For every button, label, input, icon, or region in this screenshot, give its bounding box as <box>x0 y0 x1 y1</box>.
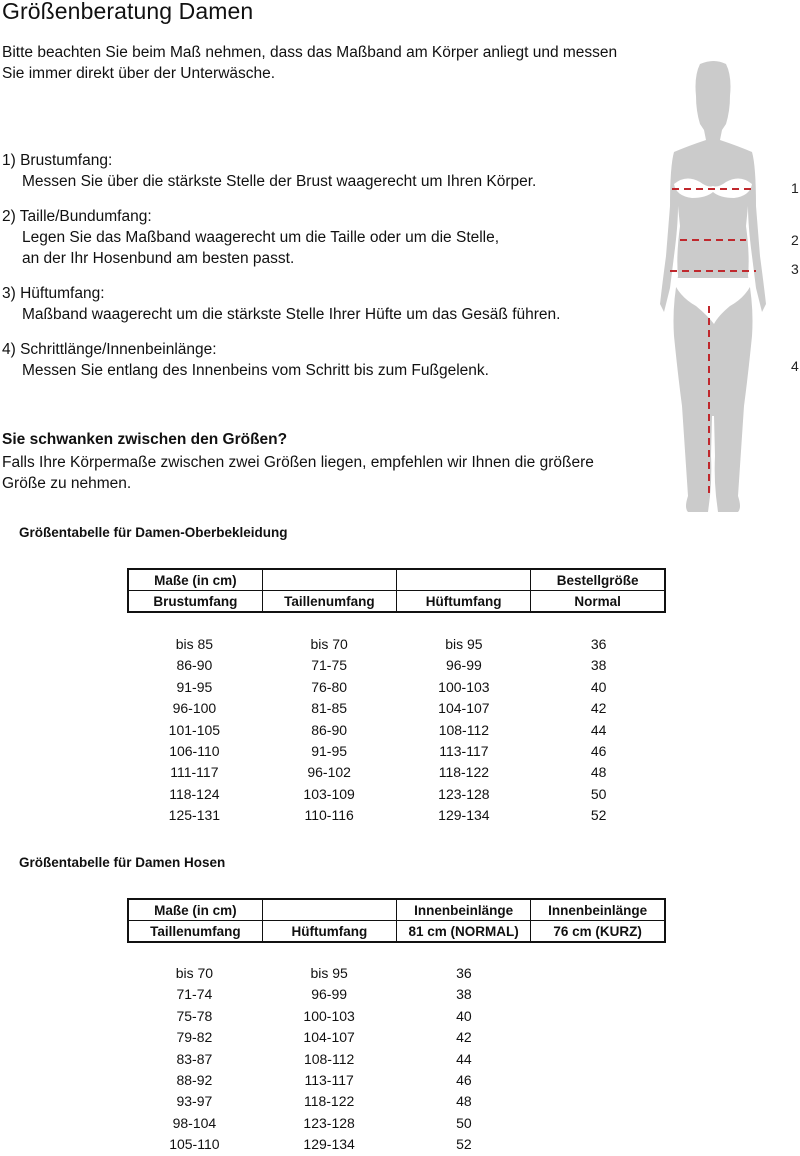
table-cell <box>531 1113 666 1134</box>
table-cell: 118-122 <box>438 764 490 781</box>
table-row <box>127 805 666 826</box>
header-cell <box>262 899 396 921</box>
marker-3: 3 <box>791 261 799 277</box>
table-cell: 108-112 <box>438 721 490 738</box>
doubt-heading: Sie schwanken zwischen den Größen? <box>2 431 288 448</box>
table-cell: bis 95 <box>310 965 348 981</box>
step-waist <box>2 206 642 269</box>
table-cell: 44 <box>590 721 607 738</box>
table-cell: 96-102 <box>307 764 351 781</box>
step-heading: 1) Brustumfang: <box>2 152 113 169</box>
table-cell: bis 85 <box>175 636 214 652</box>
table-cell: 91-95 <box>176 678 213 695</box>
table-row <box>127 677 666 698</box>
table-cell: 52 <box>590 807 607 824</box>
body-measurement-figure <box>648 56 778 524</box>
table-cell: 123-128 <box>303 1114 355 1131</box>
table-row <box>127 1091 666 1112</box>
table-cell <box>531 1091 666 1112</box>
header-row <box>128 899 665 921</box>
table-cell: 40 <box>456 1007 472 1024</box>
step-heading: 4) Schrittlänge/Innenbeinlänge: <box>2 341 217 358</box>
table-row <box>127 634 666 655</box>
table-cell: 36 <box>590 636 607 652</box>
table-row <box>127 762 666 783</box>
table-cell: 100-103 <box>303 1007 355 1024</box>
header-row <box>128 921 665 943</box>
table-row <box>127 1070 666 1091</box>
step-text: an der Ihr Hosenbund am besten passt. <box>22 250 295 267</box>
table-cell: 106-110 <box>169 742 220 759</box>
table-cell: 50 <box>590 785 607 802</box>
table-row <box>127 1134 666 1155</box>
table-cell: 52 <box>456 1136 472 1153</box>
table-cell: bis 70 <box>175 965 214 981</box>
doubt-text: Falls Ihre Körpermaße zwischen zwei Größen liegen, empfehlen wir Ihnen die größere Größe zu nehmen. <box>2 454 594 492</box>
table-cell: 129-134 <box>303 1136 355 1153</box>
table-cell: 86-90 <box>311 721 348 738</box>
table-row <box>127 963 666 984</box>
table-cell: 129-134 <box>438 807 490 824</box>
table-row <box>127 1027 666 1048</box>
table-row <box>127 984 666 1005</box>
table-row <box>127 1006 666 1027</box>
table-cell: bis 70 <box>310 636 348 652</box>
marker-2: 2 <box>791 232 799 248</box>
table-cell: 105-110 <box>169 1136 220 1153</box>
pants-table-header <box>127 898 666 943</box>
table-cell: 103-109 <box>303 785 355 802</box>
table-row <box>127 655 666 676</box>
table-cell: 46 <box>590 742 607 759</box>
header-cell: Normal <box>531 591 665 613</box>
table-cell <box>531 963 666 984</box>
header-cell: Hüftumfang <box>262 921 396 943</box>
table-cell: 48 <box>456 1093 472 1110</box>
pants-table-title: Größentabelle für Damen Hosen <box>19 855 226 870</box>
table-row <box>127 741 666 762</box>
table-cell: 71-74 <box>176 986 213 1003</box>
table-cell: 71-75 <box>311 657 348 674</box>
table-cell: 75-78 <box>176 1007 213 1024</box>
table-cell: 42 <box>456 1029 472 1046</box>
table-cell <box>531 1070 666 1091</box>
header-cell <box>397 569 531 591</box>
step-bust <box>2 150 642 192</box>
table-cell: 96-99 <box>311 986 348 1003</box>
table-cell: 88-92 <box>176 1071 213 1088</box>
table-cell <box>531 1027 666 1048</box>
table-cell: 81-85 <box>311 700 348 717</box>
page-title: Größenberatung Damen <box>2 0 254 24</box>
step-inseam <box>2 339 642 381</box>
table-cell: 46 <box>456 1071 472 1088</box>
header-cell: Innenbeinlänge <box>397 899 531 921</box>
table-row <box>127 784 666 805</box>
table-row <box>127 720 666 741</box>
step-text: Messen Sie über die stärkste Stelle der Brust waagerecht um Ihren Körper. <box>22 173 537 190</box>
table-row <box>127 1113 666 1134</box>
step-heading: 2) Taille/Bundumfang: <box>2 208 152 225</box>
table-cell: 104-107 <box>303 1029 355 1046</box>
table-cell <box>531 1134 666 1155</box>
marker-4: 4 <box>791 358 799 374</box>
table-cell: 79-82 <box>176 1029 213 1046</box>
table-cell: 118-124 <box>169 785 220 802</box>
table-cell: 91-95 <box>311 742 348 759</box>
table-cell: 108-112 <box>303 1050 355 1067</box>
header-cell: Taillenumfang <box>262 591 396 613</box>
step-text: Messen Sie entlang des Innenbeins vom Schritt bis zum Fußgelenk. <box>22 362 489 379</box>
header-cell: 81 cm (NORMAL) <box>397 921 531 943</box>
table-row <box>127 698 666 719</box>
table-cell <box>531 1049 666 1070</box>
header-cell: Taillenumfang <box>128 921 262 943</box>
table-cell: 123-128 <box>438 785 490 802</box>
header-row <box>128 591 665 613</box>
tops-table-header <box>127 568 666 613</box>
table-cell: 36 <box>456 965 472 981</box>
table-cell: 48 <box>590 764 607 781</box>
table-cell: 113-117 <box>304 1071 354 1088</box>
table-cell: 96-99 <box>445 657 482 674</box>
table-cell <box>531 984 666 1005</box>
table-cell: 83-87 <box>176 1050 213 1067</box>
table-cell: 76-80 <box>311 678 348 695</box>
table-cell: 110-116 <box>304 807 354 824</box>
table-cell: 100-103 <box>438 678 490 695</box>
table-row <box>127 1049 666 1070</box>
table-cell: 44 <box>456 1050 472 1067</box>
marker-1: 1 <box>791 180 799 196</box>
header-cell: Bestellgröße <box>531 569 665 591</box>
header-row <box>128 569 665 591</box>
table-cell: 125-131 <box>168 807 221 824</box>
header-cell: Brustumfang <box>128 591 262 613</box>
header-cell: Maße (in cm) <box>128 569 262 591</box>
step-heading: 3) Hüftumfang: <box>2 285 105 302</box>
header-cell: Innenbeinlänge <box>531 899 665 921</box>
pants-table-body <box>127 963 666 1156</box>
header-cell: Hüftumfang <box>397 591 531 613</box>
step-text: Legen Sie das Maßband waagerecht um die Taille oder um die Stelle, <box>22 229 500 246</box>
table-cell <box>531 1006 666 1027</box>
table-cell: 40 <box>590 678 607 695</box>
table-cell: 113-117 <box>439 742 489 759</box>
table-cell: 96-100 <box>172 700 217 717</box>
tops-table-title: Größentabelle für Damen-Oberbekleidung <box>19 525 288 540</box>
table-cell: 50 <box>456 1114 472 1131</box>
table-cell: 98-104 <box>172 1114 217 1131</box>
header-cell: 76 cm (KURZ) <box>531 921 665 943</box>
table-cell: 118-122 <box>303 1093 355 1110</box>
table-cell: 111-117 <box>170 764 219 781</box>
table-cell: 104-107 <box>438 700 490 717</box>
intro-text: Bitte beachten Sie beim Maß nehmen, dass das Maßband am Körper anliegt und messen Sie immer direkt über der Unterwäsche. <box>2 44 618 82</box>
table-cell: 38 <box>456 986 472 1003</box>
header-cell: Maße (in cm) <box>128 899 262 921</box>
tops-table-body <box>127 634 666 827</box>
table-cell: 101-105 <box>168 721 221 738</box>
table-cell: 38 <box>590 657 607 674</box>
header-cell <box>262 569 396 591</box>
step-text: Maßband waagerecht um die stärkste Stelle Ihrer Hüfte um das Gesäß führen. <box>22 306 561 323</box>
step-hip <box>2 283 642 325</box>
table-cell: bis 95 <box>445 636 483 652</box>
measurement-steps <box>2 150 642 395</box>
table-cell: 93-97 <box>176 1093 213 1110</box>
table-cell: 42 <box>590 700 607 717</box>
table-cell: 86-90 <box>176 657 213 674</box>
